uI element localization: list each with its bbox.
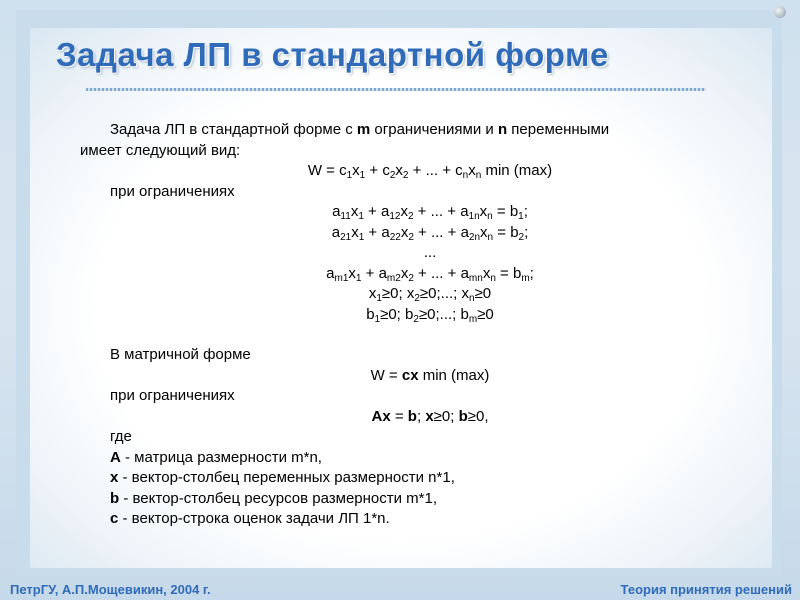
intro-line-1: Задача ЛП в стандартной форме с m ограничениями и n переменными xyxy=(110,121,610,138)
definition-c: c - вектор-строка оценок задачи ЛП 1*n. xyxy=(110,510,390,527)
footer-author: ПетрГУ, А.П.Мощевикин, 2004 г. xyxy=(10,582,211,597)
subject-to-label-2: при ограничениях xyxy=(110,387,235,404)
matrix-form-label: В матричной форме xyxy=(110,346,251,363)
matrix-objective: W = cx min (max) xyxy=(370,366,490,384)
constraint-ellipsis: ... xyxy=(423,244,437,261)
title-divider xyxy=(86,88,706,91)
nonneg-x: $x_1\ge 0$; $x_2\ge 0$;...; $x_n\ge 0$ xyxy=(368,285,492,304)
where-label: где xyxy=(110,428,132,445)
page-title: Задача ЛП в стандартной форме xyxy=(56,36,609,73)
subject-to-label: при ограничениях xyxy=(110,182,235,200)
definition-A: A - матрица размерности m*n, xyxy=(110,448,322,466)
corner-dot-icon xyxy=(774,6,786,18)
slide-body xyxy=(80,120,720,530)
definition-b: b - вектор-столбец ресурсов размерности m*1, xyxy=(110,489,438,507)
constraint-row-m: $a_{m1}x_1 + a_{m2}x_2$ + ... + $a_{mn}x_n = b_m$; xyxy=(326,264,534,284)
constraint-row-2: $a_{21}x_1 + a_{22}x_2$ + ... + $a_{2n}x_n = b_2$; xyxy=(331,223,529,243)
objective-function: $W = c_1x_1 + c_2x_2$ + ... + $c_nx_n$ min (max) xyxy=(307,162,553,181)
intro-line-2: имеет следующий вид: xyxy=(80,141,241,159)
definition-x: x - вектор-столбец переменных размерности n*1, xyxy=(110,469,455,486)
nonneg-b: $b_1\ge 0$; $b_2\ge 0$;...; $b_m\ge 0$ xyxy=(366,305,494,325)
footer-course: Теория принятия решений xyxy=(620,582,792,597)
matrix-constraints: Ax = b; x≥0; b≥0, xyxy=(371,407,489,425)
constraint-row-1: $a_{11}x_1 + a_{12}x_2$ + ... + $a_{1n}x_n = b_1$; xyxy=(332,203,528,222)
